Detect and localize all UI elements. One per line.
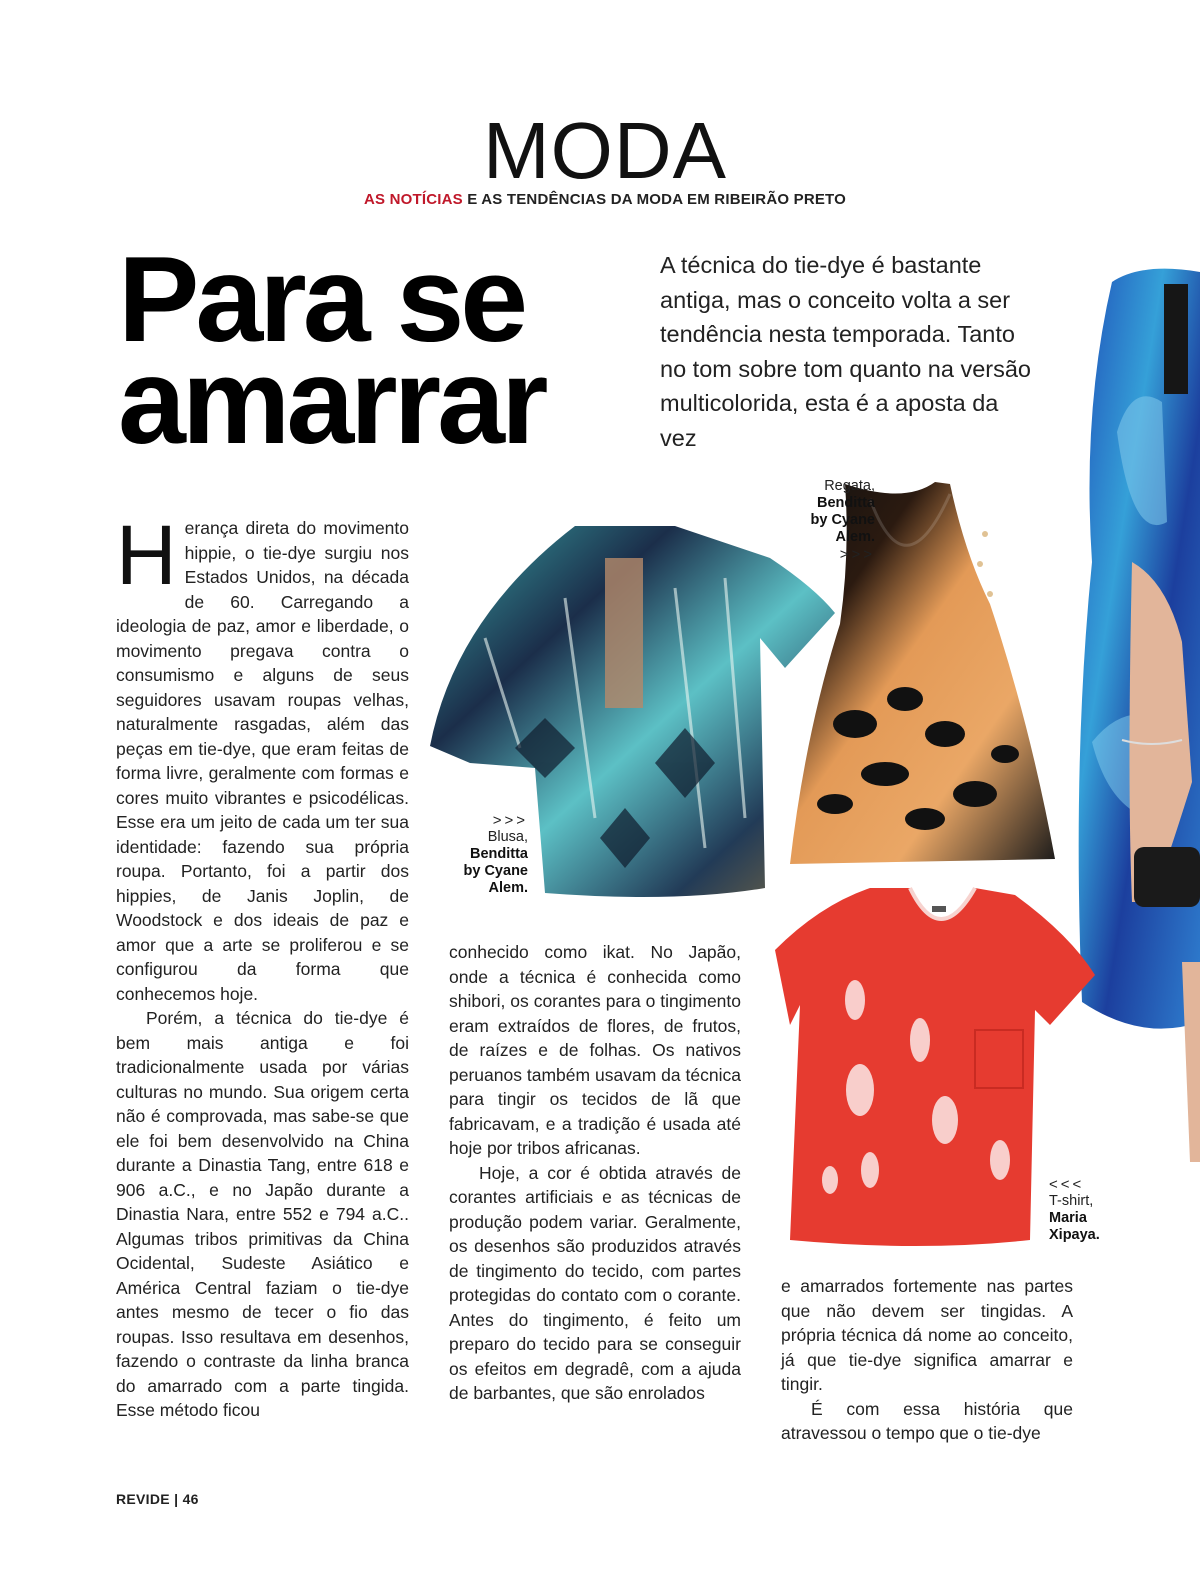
column-3-paragraph-1: e amarrados fortemente nas partes que não devem ser tingidas. A própria técnica dá nome ao conceito, já que tie-dye significa amarrar e tingir. [781, 1276, 1073, 1394]
article-column-1 [116, 508, 409, 1423]
caption-tshirt-brand-2: Xipaya. [1049, 1227, 1100, 1243]
caption-regata-brand-1: Benditta [817, 495, 875, 511]
tunic-placket [605, 558, 643, 708]
caption-regata-brand-2: by Cyane [810, 512, 875, 528]
column-2-paragraph-2: Hoje, a cor é obtida através de corantes artificiais e as técnicas de produção podem variar. Geralmente, os desenhos são produzidos através de tingimento do tecido, com partes protegidas do contato com o corante. Antes do tingimento, é feito um preparo do tecido para se conseguir os efeitos em degradê, com a ajuda de barbantes, que são enrolados [449, 1162, 741, 1403]
footer-separator: | [174, 1491, 179, 1507]
clutch-bag [1134, 847, 1200, 907]
caption-blusa [420, 812, 528, 897]
article-column-3 [781, 1274, 1073, 1446]
column-3-paragraph-2: É com essa história que atravessou o tempo que o tie-dye [781, 1398, 1073, 1443]
dress-strap [1164, 284, 1188, 394]
column-1-paragraph-2: Porém, a técnica do tie-dye é bem mais antiga e foi tradicionalmente usada por várias culturas no mundo. Sua origem certa não é comprovada, mas sabe-se que ele foi bem desenvolvido na China durante a Dinastia Tang, entre 618 e 906 a.C., e no Japão durante a Dinastia Nara, entre 552 e 794 a.C.. Algumas tribos primitivas da China Ocidental, Sudeste Asiático e América Central faziam o tie-dye antes mesmo de tecer o fio das roupas. Isso resultava em desenhos, fazendo o contraste da linha branca do amarrado com a parte tingida. Esse método ficou [116, 1008, 409, 1420]
tagline-highlight: AS NOTÍCIAS [363, 191, 463, 208]
section-tagline [0, 191, 1200, 208]
headline-line-1: Para se [118, 231, 525, 367]
model-leg [1182, 962, 1200, 1162]
caption-blusa-brand-3: Alem. [488, 880, 528, 896]
column-1-paragraph-1-text: erança direta do movimento hippie, o tie-dye surgiu nos Estados Unidos, na década de 60. Carregando a ideologia de paz, amor e liberdade, o movimento pregava contra o consumismo e alguns de seus seguidores usavam roupas velhas, naturalmente rasgadas, além das peças em tie-dye, que eram feitas de forma livre, geralmente com formas e cores muito vibrantes e psicodélicas. Esse era um jeito de cada um ter sua identidade: fazendo sua própria roupa. Portanto, foi a partir dos hippies, de Janis Joplin, de Woodstock e dos ideais de paz e amor que a arte se proliferou e se configurou da forma que conhecemos hoje. [116, 518, 409, 1004]
caption-blusa-type: Blusa, [487, 829, 528, 845]
section-title: MODA [483, 106, 727, 195]
drop-cap: H [116, 508, 177, 602]
footer-magazine: REVIDE [116, 1491, 170, 1507]
page-footer [116, 1491, 199, 1507]
article-deck: A técnica do tie-dye é bastante antiga, mas o conceito volta a ser tendência nesta temporada. Tanto no tom sobre tom quanto na versão multicolorida, esta é a aposta da vez [660, 252, 1031, 451]
tshirt-label [932, 906, 946, 912]
column-2-paragraph-1: conhecido como ikat. No Japão, onde a técnica é conhecida como shibori, os corantes para o tingimento eram extraídos de flores, de frutos, de raízes e de folhas. Os nativos peruanos também usavam da técnica para tingir os tecidos de lã que fabricavam, e a tradição é usada até hoje por tribos africanas. [449, 942, 741, 1158]
caption-tshirt-type: T-shirt, [1049, 1193, 1094, 1209]
tshirt-body [775, 888, 1095, 1246]
headline-line-2: amarrar [118, 333, 545, 469]
caption-tshirt [1049, 1176, 1139, 1244]
caption-blusa-brand-2: by Cyane [463, 863, 528, 879]
article-column-2 [449, 940, 741, 1406]
footer-page-number: 46 [182, 1491, 199, 1507]
caption-regata-brand-3: Alem. [835, 529, 875, 545]
caption-regata-arrows: >>> [839, 546, 875, 563]
caption-tshirt-brand-1: Maria [1049, 1210, 1087, 1226]
caption-regata-type: Regata, [824, 478, 875, 494]
column-1-paragraph-1 [116, 508, 409, 1006]
article-headline [118, 231, 638, 469]
caption-regata [760, 478, 875, 563]
caption-blusa-brand-1: Benditta [470, 846, 528, 862]
tagline-rest: E AS TENDÊNCIAS DA MODA EM RIBEIRÃO PRETO [462, 191, 847, 208]
caption-tshirt-arrows: <<< [1049, 1176, 1085, 1193]
caption-blusa-arrows: >>> [492, 812, 528, 829]
